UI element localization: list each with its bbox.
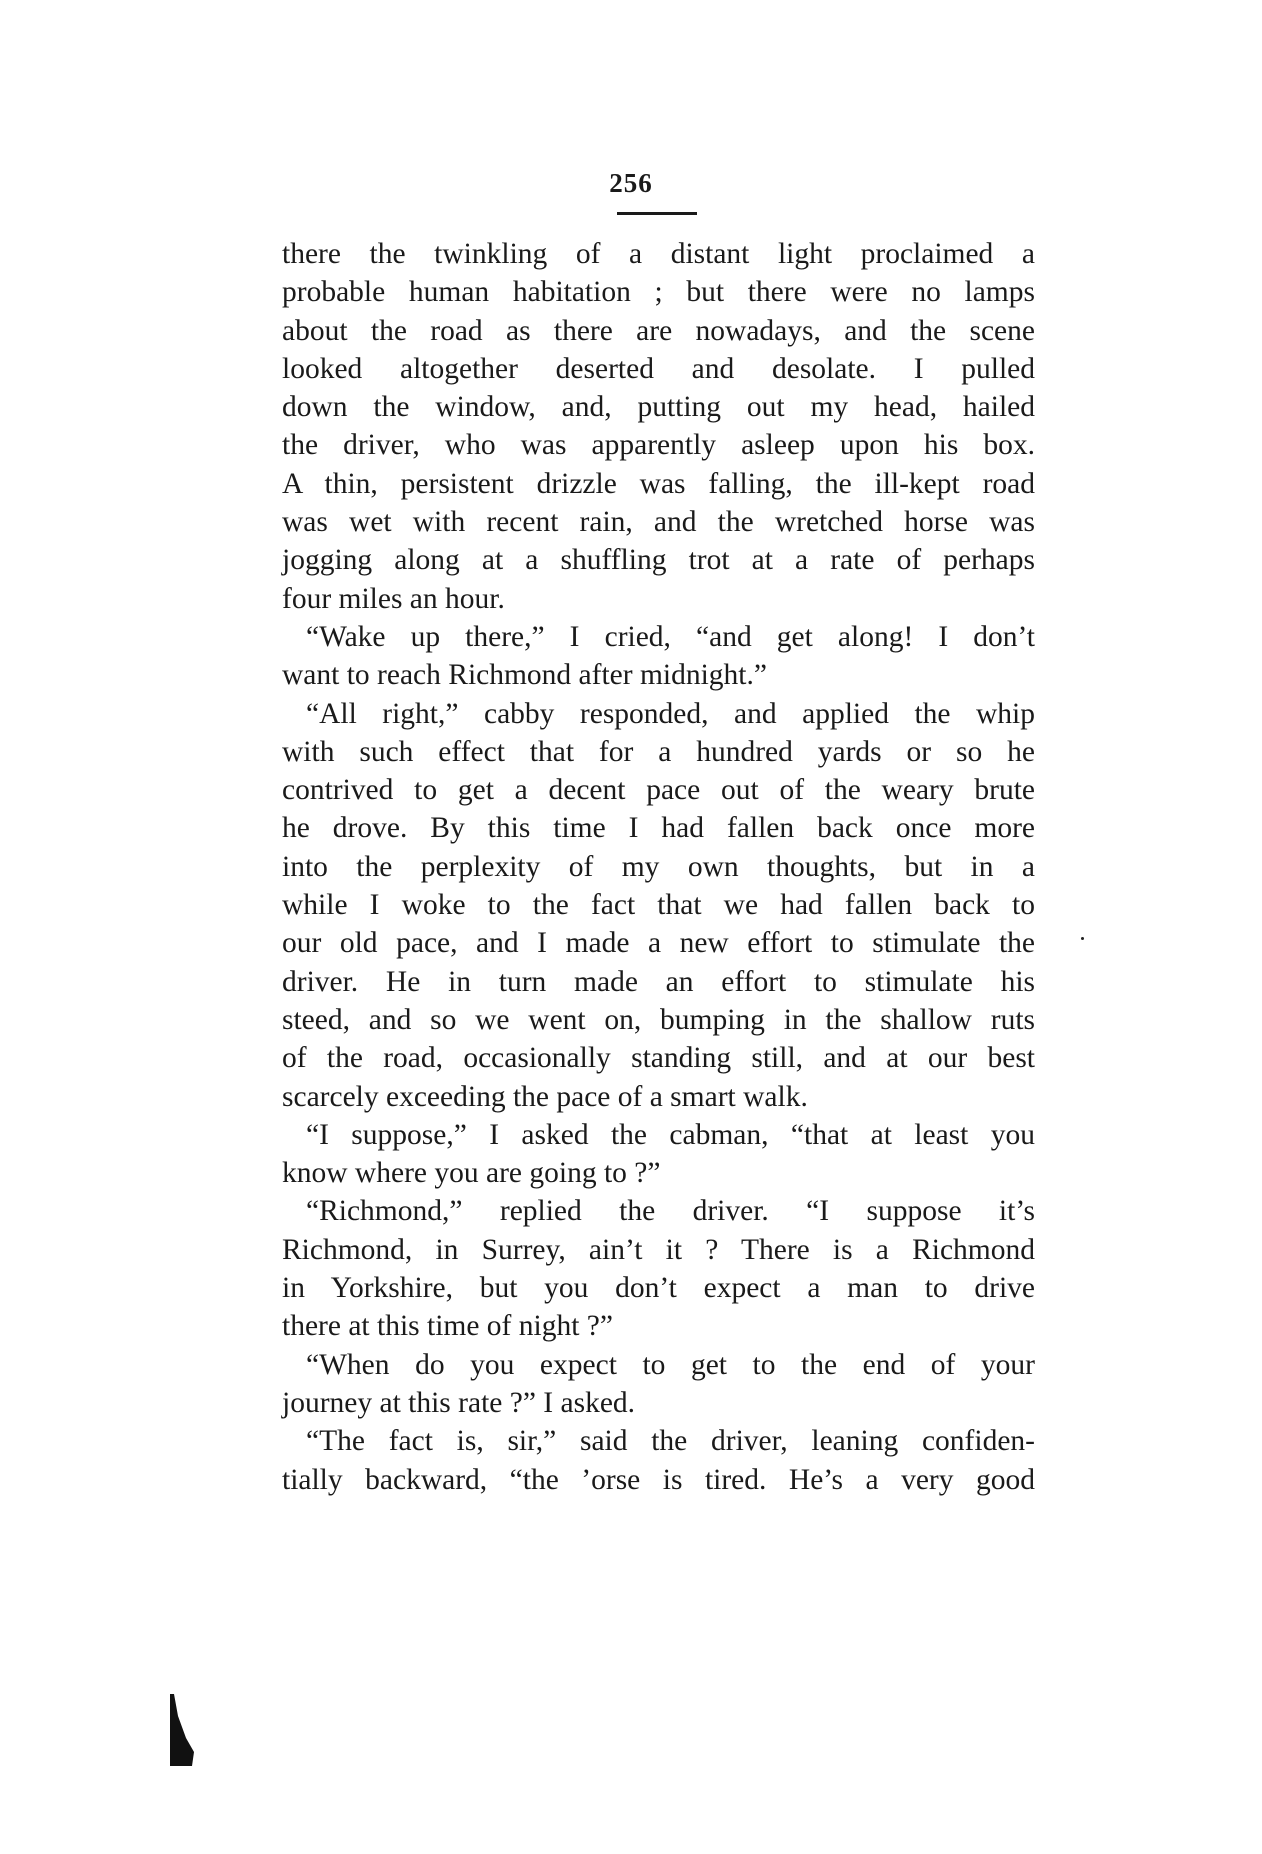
- text-line: scarcely exceeding the pace of a smart walk.: [282, 1080, 808, 1113]
- text-line: Richmond, in Surrey, ain’t it ? There is a Richmond: [282, 1233, 1035, 1266]
- text-line: with such effect that for a hundred yards or so he: [282, 735, 1035, 768]
- text-line: the driver, who was apparently asleep upon his box.: [282, 429, 1035, 462]
- text-line: probable human habitation ; but there were no lamps: [282, 276, 1035, 309]
- text-line: “Wake up there,” I cried, “and get along! I don’t: [306, 620, 1035, 653]
- text-line: contrived to get a decent pace out of the weary brute: [282, 774, 1035, 807]
- text-line: steed, and so we went on, bumping in the shallow ruts: [282, 1003, 1035, 1036]
- text-line: four miles an hour.: [282, 582, 505, 615]
- text-line: “When do you expect to get to the end of your: [306, 1348, 1035, 1381]
- text-line: he drove. By this time I had fallen back once more: [282, 812, 1035, 845]
- text-line: A thin, persistent drizzle was falling, the ill-kept road: [282, 467, 1035, 500]
- text-line: tially backward, “the ’orse is tired. He’s a very good: [282, 1463, 1035, 1496]
- text-line: “All right,” cabby responded, and applied the whip: [306, 697, 1035, 730]
- text-line: “The fact is, sir,” said the driver, leaning confiden-: [306, 1425, 1035, 1458]
- text-line: know where you are going to ?”: [282, 1157, 661, 1190]
- text-line: was wet with recent rain, and the wretched horse was: [282, 506, 1035, 539]
- text-line: jogging along at a shuffling trot at a rate of perhaps: [282, 544, 1035, 577]
- text-line: of the road, occasionally standing still, and at our best: [282, 1042, 1035, 1075]
- page-corner-mark: [168, 1694, 194, 1766]
- ink-speck: [1081, 937, 1084, 940]
- text-line: our old pace, and I made a new effort to stimulate the: [282, 927, 1035, 960]
- text-line: there at this time of night ?”: [282, 1310, 613, 1343]
- text-line: looked altogether deserted and desolate. I pulled: [282, 352, 1035, 385]
- text-line: “Richmond,” replied the driver. “I suppose it’s: [306, 1195, 1035, 1228]
- text-line: about the road as there are nowadays, and the scene: [282, 314, 1035, 347]
- text-line: into the perplexity of my own thoughts, but in a: [282, 850, 1035, 883]
- text-line: want to reach Richmond after midnight.”: [282, 659, 767, 692]
- page-number: 256: [609, 168, 653, 198]
- text-line: driver. He in turn made an effort to stimulate his: [282, 965, 1035, 998]
- body-text: [282, 235, 1035, 1499]
- text-line: in Yorkshire, but you don’t expect a man to drive: [282, 1272, 1035, 1305]
- text-line: “I suppose,” I asked the cabman, “that at least you: [306, 1118, 1035, 1151]
- text-line: journey at this rate ?” I asked.: [282, 1386, 636, 1419]
- text-line: down the window, and, putting out my head, hailed: [282, 391, 1035, 424]
- text-line: there the twinkling of a distant light proclaimed a: [282, 238, 1035, 270]
- page-number-rule: [617, 212, 697, 215]
- text-line: while I woke to the fact that we had fallen back to: [282, 889, 1035, 922]
